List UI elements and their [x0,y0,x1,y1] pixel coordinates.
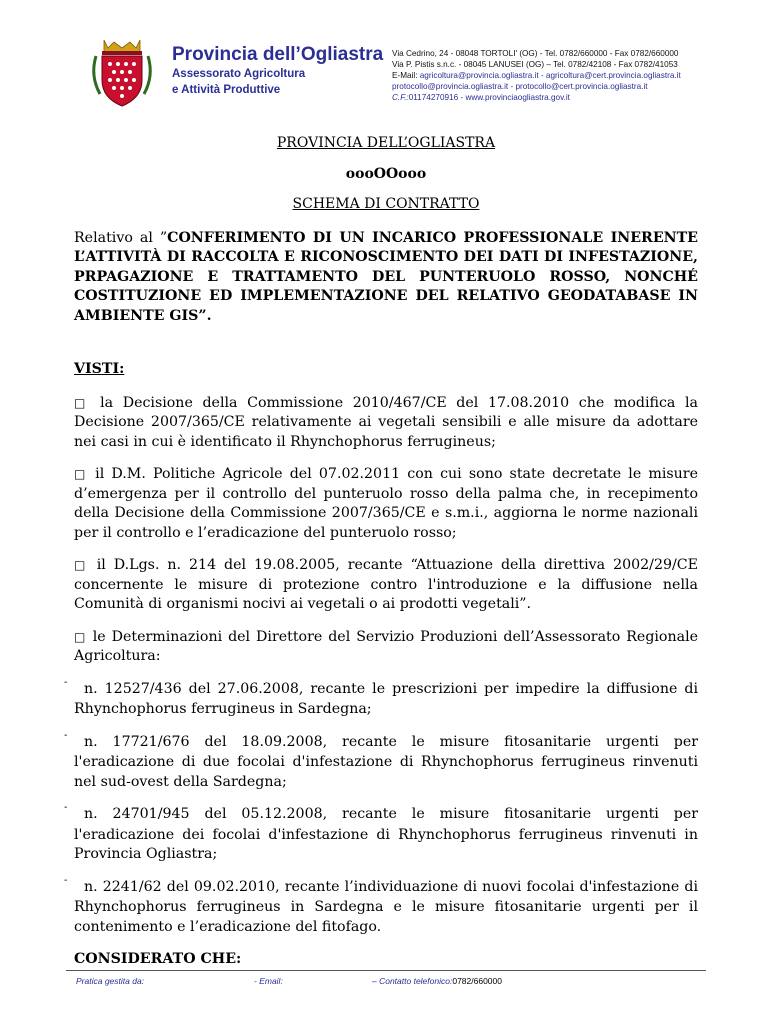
contact-address-1: Via Cedrino, 24 - 08048 TORTOLI' (OG) - Tel. 0782/660000 - Fax 0782/660000 [392,49,679,58]
checkbox-icon: □ [74,467,88,481]
contact-email-line [392,70,681,81]
visti-heading: VISTI: [74,361,125,377]
department-line-1: Assessorato Agricoltura [172,68,306,80]
determinazione-text: n. 2241/62 del 09.02.2010, recante l’individuazione di nuovi focolai d'infestazione di Rhynchophorus ferrugineus in Sardegna e le misure fitosanitarie urgenti per il contenimento e l’eradicazione del fitofago. [74,878,698,935]
determinazione-item [64,874,698,938]
intro-prefix: Relativo al ” [74,229,168,246]
cf-line [392,92,681,103]
determinazione-item [64,676,698,720]
determinazione-text: n. 12527/436 del 27.06.2008, recante le prescrizioni per impedire la diffusione di Rhynchophorus ferrugineus in Sardegna; [74,680,698,717]
considerato-heading: CONSIDERATO CHE: [74,951,242,967]
footer-divider [66,970,706,971]
footer-phone-label: – Contatto telefonico: [372,976,453,986]
email-link[interactable]: agricoltura@provincia.ogliastra.it - agricoltura@cert.provincia.ogliastra.it [419,71,681,80]
checkbox-icon: □ [74,395,91,410]
website-link[interactable]: www.provinciaogliastra.gov.it [465,93,570,102]
document-subtitle: SCHEMA DI CONTRATTO [292,196,480,212]
dash-marker: - [64,874,68,886]
province-crest-icon [86,36,158,108]
dash-marker: - [64,729,68,741]
letterhead [86,36,706,116]
determinazione-item [64,729,698,793]
visti-item [74,394,698,453]
organization-block [172,44,383,98]
footer-practice-label: Pratica gestita da: [76,976,145,986]
organization-name: Provincia dell’Ogliastra [172,44,384,65]
checkbox-icon: □ [74,558,89,572]
cf-label: C.F.: [392,93,409,102]
dash-marker: - [64,676,68,688]
visti-item-text: la Decisione della Commissione 2010/467/CE del 17.08.2010 che modifica la Decisione 2007/365/CE relativamente ai vegetali sensibili e alle misure da adottare nei casi in cui è identificato il Rhynchophorus ferrugineus; [74,394,698,450]
visti-item-text: il D.M. Politiche Agricole del 07.02.2011 con cui sono state decretate le misure d’emergenza per il controllo del punteruolo rosso della palma che, in recepimento della Decisione della Commissione 2007/365/CE e s.m.i., aggiorna le norme nazionali per il controllo e l’eradicazione del punteruolo rosso; [74,466,698,541]
document-title: PROVINCIA DELL’OGLIASTRA [276,135,496,151]
determinazione-item [64,802,698,865]
intro-subject: CONFERIMENTO DI UN INCARICO PROFESSIONALE INERENTE L’ATTIVITÀ DI RACCOLTA E RICONOSCIMENTO DEI DATI DI INFESTAZIONE, PRPAGAZIONE E TRATTAMENTO DEL PUNTERUOLO ROSSO, NONCHÉ COSTITUZIONE ED IMPLEMENTAZIONE DEL RELATIVO GEODATABASE IN AMBIENTE GIS”. [74,229,698,324]
dash-marker: - [64,802,68,813]
checkbox-icon: □ [74,629,87,644]
intro-paragraph [74,229,698,327]
department-line-2: e Attività Produttive [172,84,281,96]
visti-item-text: il D.Lgs. n. 214 del 19.08.2005, recante “Attuazione della direttiva 2002/29/CE concernente le misure di protezione contro l'introduzione e la diffusione nella Comunità di organismi nocivi ai vegetali o ai prodotti vegetali”. [74,557,699,612]
email-label: E-Mail: [392,71,420,80]
visti-item [74,556,698,615]
cf-value: 01174270916 - [408,93,466,102]
contact-address-2: Via P. Pistis s.n.c. - 08045 LANUSEI (OG) – Tel. 0782/42108 - Fax 0782/41053 [392,60,678,69]
protocol-email-link[interactable]: protocollo@provincia.ogliastra.it - protocollo@cert.provincia.ogliastra.it [392,82,648,91]
footer-phone-value: 0782/660000 [452,976,502,986]
contact-block [392,48,681,103]
footer-email-label: - Email: [254,976,283,986]
visti-item [74,628,698,667]
document-body [64,134,699,984]
determinazione-text: n. 17721/676 del 18.09.2008, recante le misure fitosanitarie urgenti per l'eradicazione di due focolai d'infestazione di Rhynchophorus ferrugineus rinvenuti nel sud-ovest della Sardegna; [74,733,698,790]
title-separator: oooOOooo [345,165,427,182]
footer-phone [372,976,502,986]
determinazione-text: n. 24701/945 del 05.12.2008, recante le misure fitosanitarie urgenti per l'eradicazione dei focolai d'infestazione di Rhynchophorus ferrugineus rinvenuti in Provincia Ogliastra; [74,806,698,862]
visti-item-text: le Determinazioni del Direttore del Servizio Produzioni dell’Assessorato Regionale Agricoltura: [74,628,699,664]
visti-item [74,465,698,543]
